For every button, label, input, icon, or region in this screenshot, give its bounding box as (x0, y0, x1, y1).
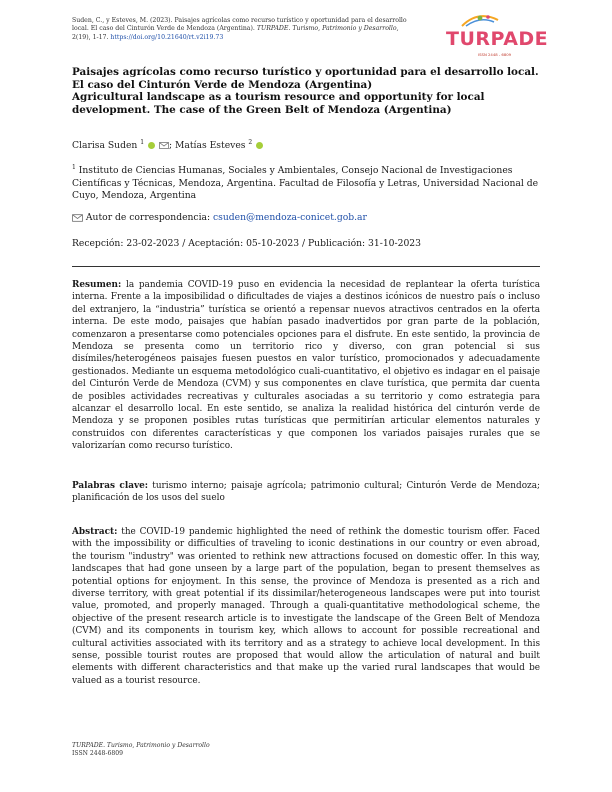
author-1-sup: 1 (140, 139, 145, 146)
affiliation (72, 162, 542, 203)
abstract-section (72, 526, 540, 687)
article-title (72, 66, 542, 116)
abstract-label: Abstract: (72, 527, 118, 537)
affiliation-text: Instituto de Ciencias Humanas, Sociales y Ambientales, Consejo Nacional de Investigaciones Científicas y Técnicas, Mendoza, Argentina. Facultad de Filosofía y Letras, Universidad Nacional de Cuyo, Mendoza, Argentina (72, 165, 539, 202)
correspondence (72, 212, 367, 223)
doi-link[interactable]: https://doi.org/10.21640/rt.v2i19.73 (110, 33, 224, 41)
footer-journal: TURPADE. Turismo, Patrimonio y Desarrollo (72, 742, 210, 749)
citation-text: Suden, C., y Esteves, M. (2023). Paisajes agrícolas como recurso turístico y oportunidad para el desarrollo local. El caso del Cinturón Verde de Mendoza (Argentina). (72, 17, 407, 33)
orcid-icon[interactable] (148, 142, 155, 149)
divider (72, 266, 540, 267)
page-footer (72, 742, 210, 758)
title-english: Agricultural landscape as a tourism resource and opportunity for local development. The case of the Green Belt of Mendoza (Argentina) (72, 91, 485, 116)
keywords-label: Palabras clave: (72, 481, 149, 491)
author-2-sup: 2 (248, 139, 253, 146)
author-2-name: Matías Esteves (174, 140, 246, 152)
resumen-text: la pandemia COVID-19 puso en evidencia la necesidad de replantear la oferta turística interna. Frente a la imposibilidad o dificultades de viajes a destinos icónicos de nuestro país o incluso del extranjero, la “industria” turística se orientó a repensar nuevos atractivos centrados en la oferta interna. De este modo, paisajes que habían pasado inadvertidos por gran parte de la población, comenzaron a presentarse como potenciales opciones para el disfrute. En este sentido, la provincia de Mendoza se presenta como un territorio rico y diverso, con gran potencial si sus disímiles/heterogéneos paisajes fuesen puestos en valor turístico, promocionados y adecuadamente gestionados. Mediante un esquema metodológico cuali-cuantitativo, el objetivo es indagar en el paisaje del Cinturón Verde de Mendoza (CVM) y sus componentes en clave turística, que permita dar cuenta de posibles actividades recreativas y culturales asociadas a su territorio y como estrategia para alcanzar el desarrollo local. En este sentido, se analiza la realidad histórica del cinturón verde de Mendoza y se proponen posibles rutas turísticas que permitirían articular elementos naturales y construidos con diferentes características y que componen los variados paisajes rurales que se valorizarían como recurso turístico. (72, 280, 540, 452)
journal-name: TURPADE. Turismo, Patrimonio y Desarrollo, (256, 25, 399, 33)
correspondence-label: Autor de correspondencia: (85, 212, 211, 223)
citation-header (72, 17, 412, 42)
authors-line (72, 139, 264, 151)
affiliation-sup: 1 (72, 164, 76, 171)
mail-icon[interactable] (159, 142, 169, 149)
orcid-icon[interactable] (256, 142, 263, 149)
volume-pages: 2(19), 1-17. (72, 33, 109, 41)
publication-dates: Recepción: 23-02-2023 / Aceptación: 05-10-2023 / Publicación: 31-10-2023 (72, 238, 421, 249)
mail-icon (72, 214, 83, 222)
logo-text: TURPADE (446, 28, 549, 50)
authors-separator: ; (168, 140, 175, 152)
correspondence-email[interactable]: csuden@mendoza-conicet.gob.ar (213, 212, 367, 223)
title-spanish: Paisajes agrícolas como recurso turístico y oportunidad para el desarrollo local. El caso del Cinturón Verde de Mendoza (Argentina) (72, 66, 539, 91)
keywords-section (72, 480, 540, 505)
turpade-logo (424, 12, 549, 60)
abstract-text: the COVID-19 pandemic highlighted the need of rethink the domestic tourism offer. Faced with the impossibility or difficulties of traveling to iconic destinations in our country or even abroad, the tourism "industry" was oriented to rethink new attractions focused on domestic offer. In this way, landscapes that had gone unseen by a large part of the population, began to present themselves as potential options for enjoyment. In this sense, the province of Mendoza is presented as a rich and diverse territory, with great potential if its dissimilar/heterogeneous landscapes were put into tourist value, promoted, and properly managed. Through a quali-quantitative methodological scheme, the objective of the present research article is to investigate the landscape of the Green Belt of Mendoza (CVM) and its components in tourism key, which allows to account for possible recreational and cultural activities associated with its territory and as a strategy to achieve local development. In this sense, possible tourist routes are proposed that would allow the articulation of natural and built elements with different characteristics and that make up the varied rural landscapes that would be valued as a tourist resource. (72, 527, 540, 686)
resumen-label: Resumen: (72, 280, 122, 290)
footer-issn: ISSN 2448-6809 (72, 750, 123, 758)
keywords-text: turismo interno; paisaje agrícola; patrimonio cultural; Cinturón Verde de Mendoza; planificación de los usos del suelo (72, 481, 540, 504)
resumen-section (72, 279, 540, 453)
author-1-name: Clarisa Suden (72, 140, 138, 152)
logo-issn: ISSN 2448 - 6809 (478, 52, 512, 57)
